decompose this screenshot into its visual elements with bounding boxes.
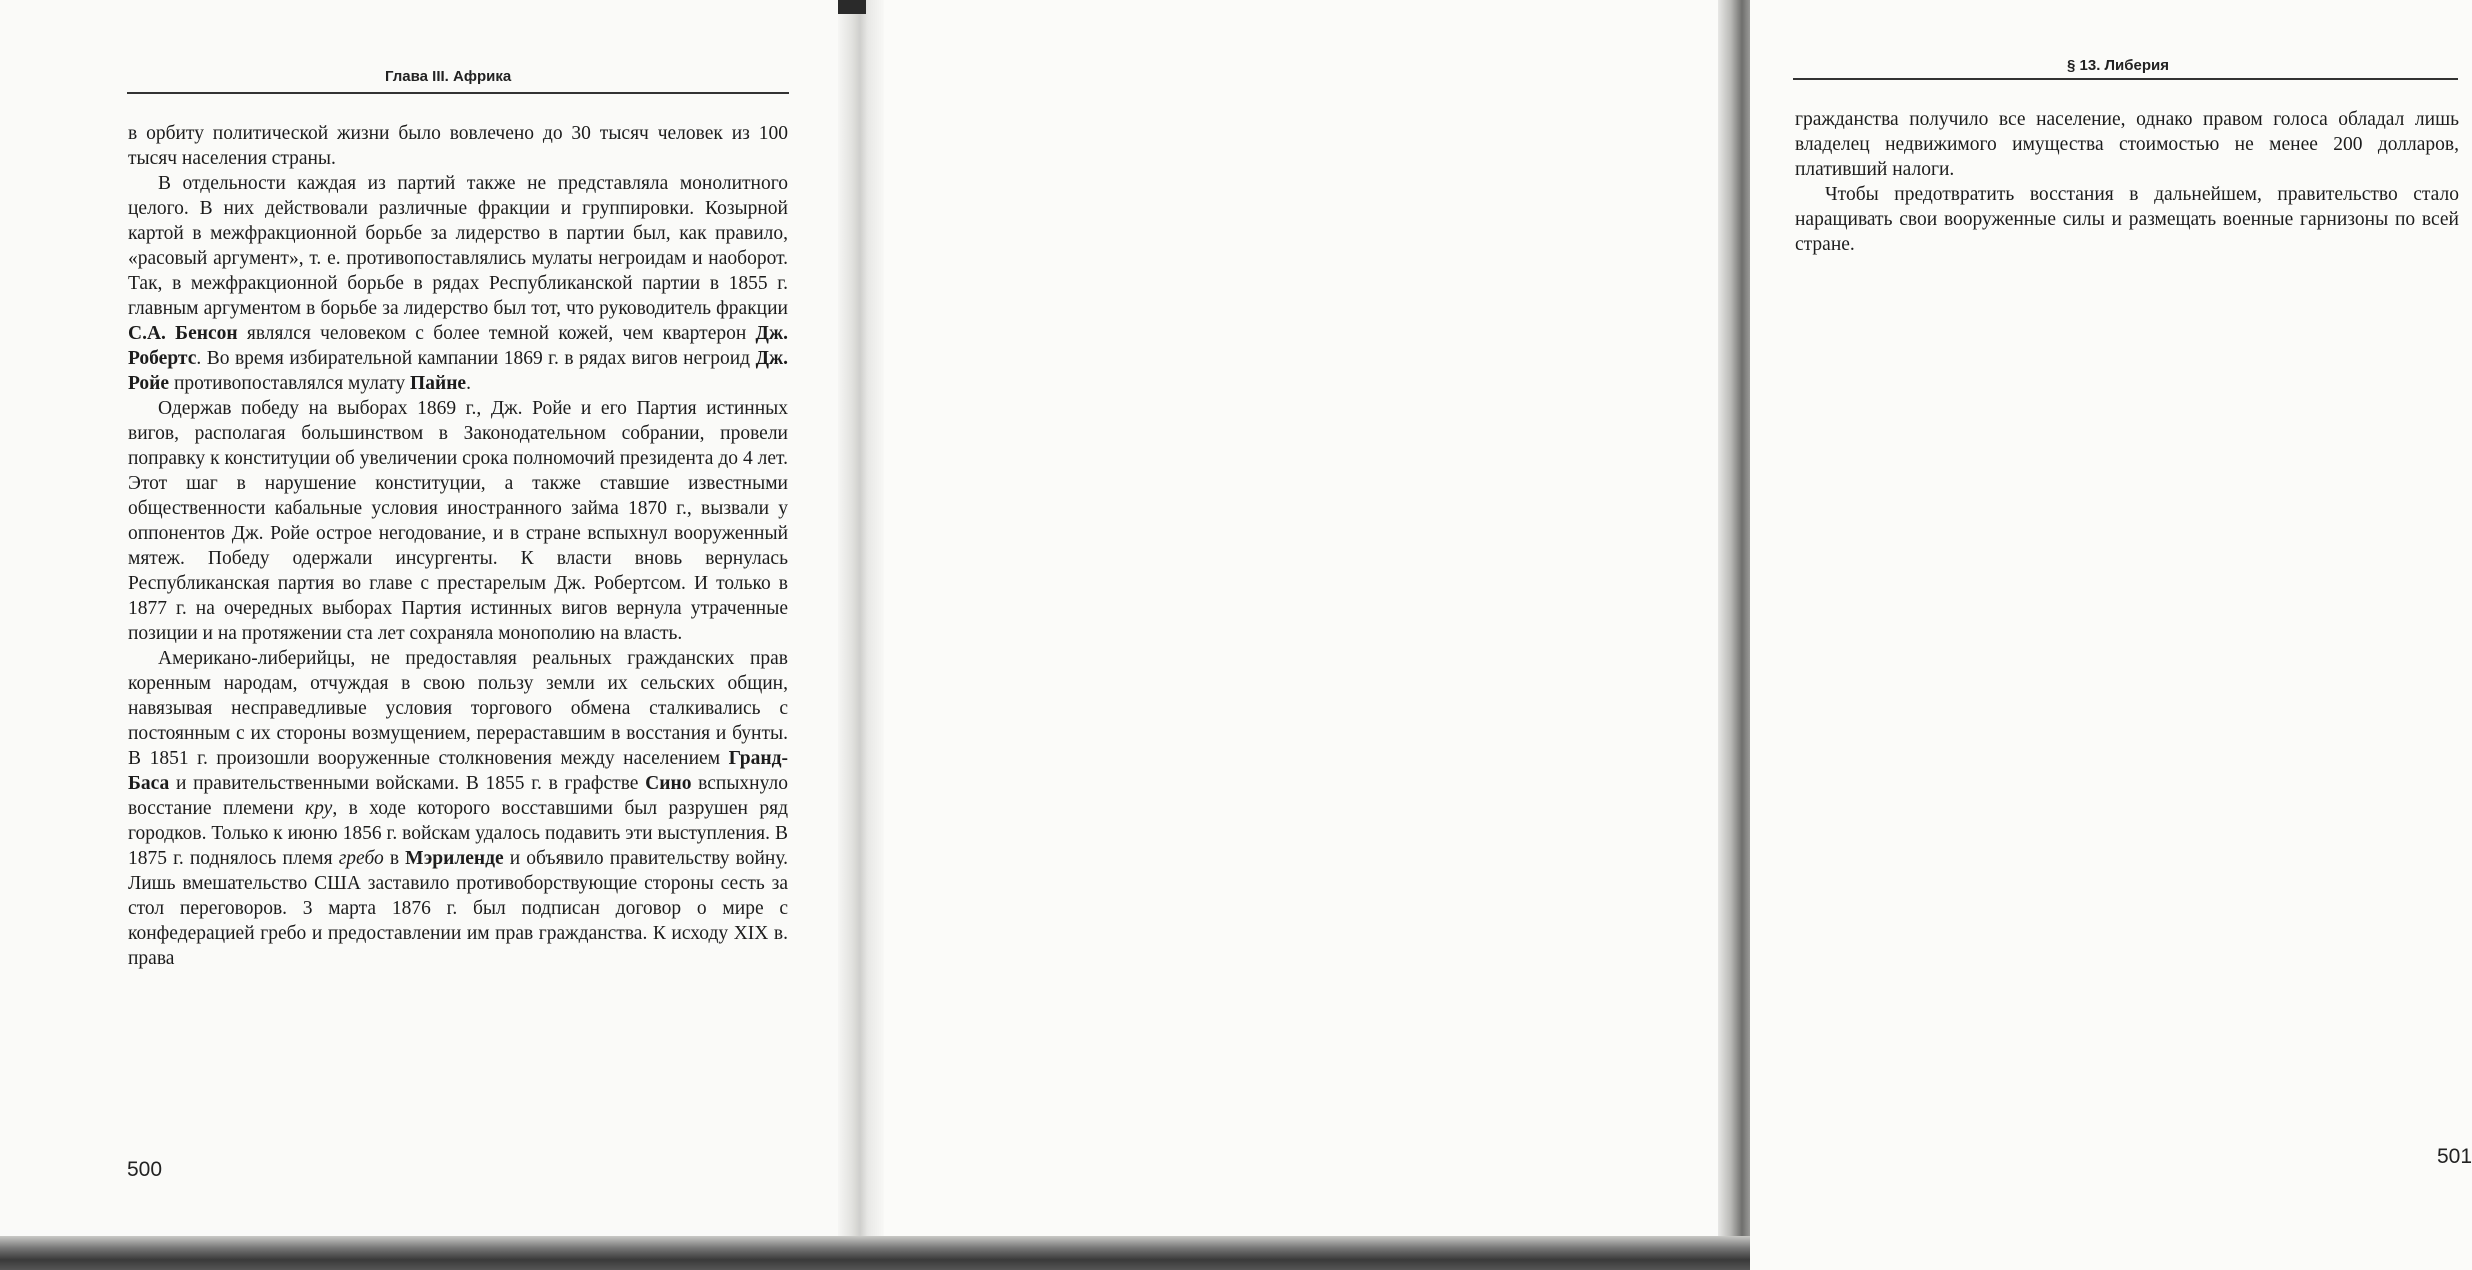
text-run: являлся человеком с более темной кожей, чем квартерон	[237, 323, 756, 344]
text-run: вспыхнуло восстание племени	[128, 773, 788, 819]
left-page	[0, 0, 860, 1270]
text-run: Одержав победу на выборах 1869 г., Дж. Ройе и его Партия истинных вигов, располагая большинством в Законодательном собрании, провели поправку к конституции об увеличении срока полномочий президента до 4 лет. Этот шаг в нарушение конституции, а также ставшие известными общественности кабальные условия иностранного займа 1870 г., вызвали у оппонентов Дж. Ройе острое негодование, и в стране вспыхнул вооруженный мятеж. Победу одержали инсургенты. К власти вновь вернулась Республиканская партия во главе с престарелым Дж. Робертсом. И только в 1877 г. на очередных выборах Партия истинных вигов вернула утраченные позиции и на протяжении ста лет сохраняла монополию на власть.	[128, 398, 788, 644]
bold-term: Сино	[645, 773, 692, 794]
text-run: В отдельности каждая из партий также не представляла монолитного целого. В них действовали различные фракции и группировки. Козырной картой в межфракционной борьбе за лидерство в партии был, как правило, «расовый аргумент», т. е. противопоставлялись мулаты негроидам и наоборот. Так, в межфракционной борьбе в рядах Республиканской партии в 1855 г. главным аргументом в борьбе за лидерство был тот, что руководитель фракции	[128, 173, 788, 319]
text-run: и объявило правительству войну. Лишь вмешательство США заставило противоборствующие стороны сесть за стол переговоров. 3 марта 1876 г. был подписан договор о мире с конфедерацией гребо и предоставлении им прав гражданства. К исходу XIX в. права	[128, 848, 788, 969]
page-edge-shadow	[1718, 0, 1750, 1240]
text-run: гражданства получило все население, однако правом голоса обладал лишь владелец недвижимого имущества стоимостью не менее 200 долларов, плативший налоги.	[1795, 109, 2459, 180]
paragraph	[128, 646, 788, 971]
bold-term: Дж. Ройе	[128, 348, 788, 394]
header-rule-left	[127, 92, 789, 94]
text-run: в орбиту политической жизни было вовлечено до 30 тысяч человек из 100 тысяч населения страны.	[128, 123, 788, 169]
bold-term: С.А. Бенсон	[128, 323, 238, 344]
right-page-body	[1795, 107, 2459, 257]
text-run: и правительственными войсками. В 1855 г. в графстве	[169, 773, 646, 794]
right-page	[860, 0, 2472, 1270]
italic-term: гребо	[338, 848, 384, 869]
left-page-body	[128, 121, 788, 971]
header-rule-right	[1793, 78, 2458, 80]
running-head-left: Глава III. Африка	[385, 68, 512, 85]
paragraph	[1795, 107, 2459, 182]
page-number-right: 501	[2437, 1145, 2472, 1168]
text-run: . Во время избирательной кампании 1869 г. в рядах вигов негроид	[196, 348, 756, 369]
italic-term: кру	[305, 798, 333, 819]
gutter-scan-mark	[838, 0, 866, 14]
paragraph	[1795, 182, 2459, 257]
bold-term: Мэриленде	[405, 848, 504, 869]
page-number-left: 500	[127, 1158, 163, 1181]
running-head-right: § 13. Либерия	[2067, 57, 2170, 74]
text-run: .	[466, 373, 471, 394]
text-run: противопоставлялся мулату	[169, 373, 411, 394]
scan-bottom-edge	[0, 1236, 1750, 1270]
bold-term: Пайне	[410, 373, 467, 394]
text-run: Чтобы предотвратить восстания в дальнейшем, правительство стало наращивать свои вооруженные силы и размещать военные гарнизоны по всей стране.	[1795, 184, 2459, 255]
text-run: Американо-либерийцы, не предоставляя реальных гражданских прав коренным народам, отчуждая в свою пользу земли их сельских общин, навязывая несправедливые условия торгового обмена сталкивались с постоянным с их стороны возмущением, перераставшим в восстания и бунты. В 1851 г. произошли вооруженные столкновения между населением	[128, 648, 788, 769]
paragraph	[128, 396, 788, 646]
text-run: , в ходе которого восставшими был разрушен ряд городков. Только к июню 1856 г. войскам удалось подавить эти выступления. В 1875 г. поднялось племя	[128, 798, 789, 869]
paragraph	[128, 171, 788, 396]
text-run: в	[383, 848, 406, 869]
bold-term: Гранд-Баса	[128, 748, 788, 794]
book-gutter	[838, 0, 884, 1270]
bold-term: Дж. Робертс	[128, 323, 788, 369]
paragraph	[128, 121, 788, 171]
